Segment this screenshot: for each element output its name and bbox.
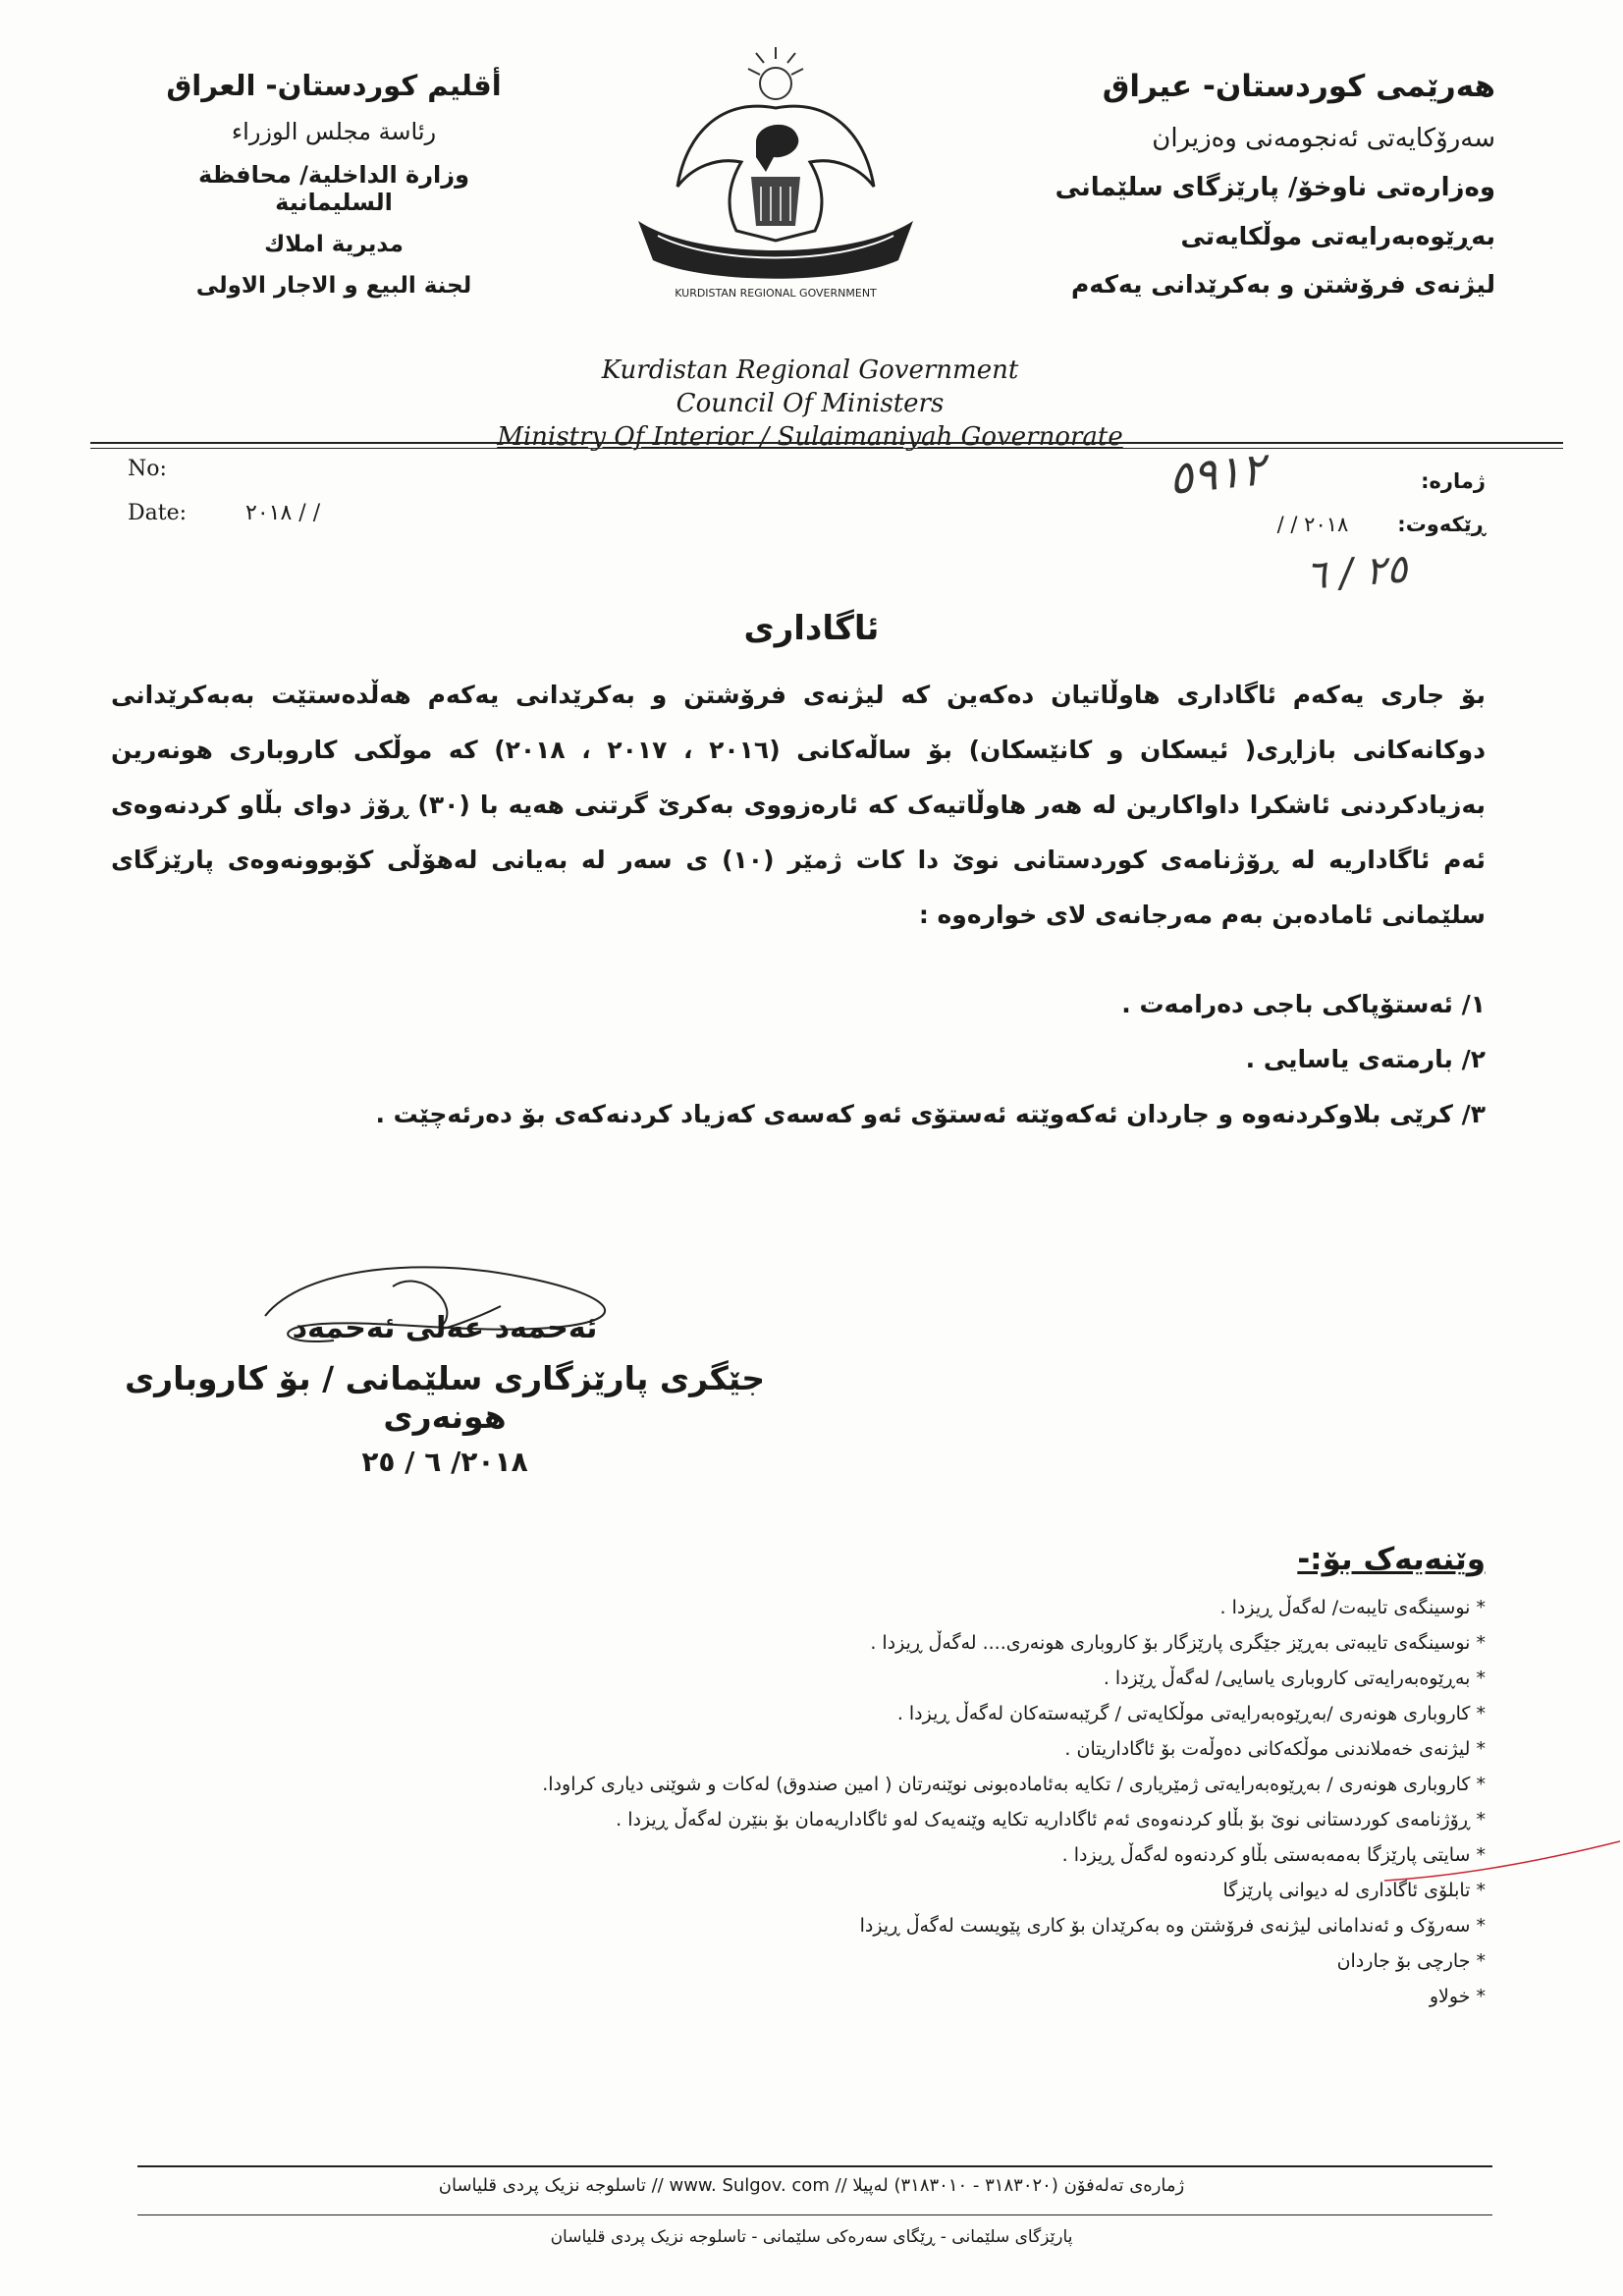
cc-item: * نوسینگەی تایبەت/ لەگەڵ ڕیزدا . [1219,1597,1486,1618]
eagle-emblem-icon [619,39,933,300]
cc-list [209,1542,1486,2021]
kurdish-date-value: ٢٠١٨ / / [1276,513,1349,536]
cc-item: * سایتی پارێزگا بەمەبەستی بڵاو کردنەوە لەگەڵ ڕیزدا . [1061,1844,1486,1866]
kurdish-header [887,69,1495,318]
condition-item: ٢/ بارمتەی یاسایی . [1245,1045,1486,1073]
handwritten-number: ٥٩١٢ [1165,441,1269,506]
signatory-position: جێگری پارێزگاری سلێمانی / بۆ کاروباری هونەری [124,1359,766,1436]
signature-block [101,1311,788,1478]
arabic-header-line-2: رئاسة مجلس الوزراء [231,118,437,145]
kurdish-date-label: ڕێکەوت: [1397,513,1486,536]
cc-item: * لیژنەی خەملاندنی موڵکەکانی دەوڵەت بۆ ئاگاداریتان . [1064,1738,1486,1760]
signature-date: ٢٠١٨/ ٦ / ٢٥ [361,1446,528,1478]
cc-item: * نوسینگەی تایبەتی بەڕێز جێگری پارێزگار بۆ کاروباری هونەری.... لەگەڵ ڕیزدا . [870,1632,1486,1654]
seal-text: KURDISTAN REGIONAL GOVERNMENT [675,287,877,300]
kurdish-header-line-4: بەڕێوەبەرایەتی موڵکایەتی [1180,222,1495,250]
kurdish-header-line-3: وەزارەتی ناوخۆ/ پارێزگای سلێمانی [1055,173,1495,202]
condition-item: ١/ ئەستۆپاکی باجی دەرامەت . [1121,990,1486,1018]
header-divider-2 [90,448,1563,449]
cc-item: * جارچی بۆ جاردان [1336,1950,1486,1972]
conditions-list [111,982,1486,1147]
kurdish-header-line-2: سەرۆکایەتی ئەنجومەنی وەزیران [1152,124,1495,153]
cc-item: * کاروباری هونەری /بەڕێوەبەرایەتی موڵکایەتی / گرێبەستەکان لەگەڵ ڕیزدا . [896,1703,1486,1724]
notice-title: ئاگاداری [743,609,880,648]
date-value: / / ٢٠١٨ [245,501,321,525]
kurdish-header-line-1: هەرێمی کوردستان- عیراق [1102,69,1495,104]
cc-item: * سەرۆک و ئەندامانی لیژنەی فرۆشتن وە بەکرێدان بۆ کاری پێویست لەگەڵ ڕیزدا [859,1915,1486,1937]
cc-item: * کاروباری هونەری / بەڕێوەبەرایەتی ژمێریاری / تکایە بەئامادەبونی نوێنەرتان ( امین صندوق) لەکات و شوێنی دیاری کراودا. [542,1774,1486,1795]
footer-divider-2 [137,2214,1492,2215]
english-header-line-1: Kurdistan Regional Government [601,355,1019,385]
signatory-name: ئەحمەد عەلی ئەحمەد [292,1311,598,1345]
arabic-header-line-1: أقليم كوردستان- العراق [166,69,502,102]
footer-divider [137,2165,1492,2167]
notice-body: بۆ جاری یەکەم ئاگاداری هاوڵاتیان دەکەین کە لیژنەی فرۆشتن و بەکرێدانی یەکەم هەڵدەستێت بەبەکرێدانی دوکانەکانی بازاڕی( ئیسکان و کانێسکان) بۆ ساڵەکانی (٢٠١٦ ، ٢٠١٧ ، ٢٠١٨) کە موڵکی کاروباری هونەرین بەزیادکردنی ئاشکرا داواکارین لە هەر هاوڵاتیەک کە ئارەزووی بەکرێ گرتنی هەیە با (٣٠) ڕۆژ دوای بڵاو کردنەوەی ئەم ئاگاداریە لە ڕۆژنامەی کوردستانی نوێ دا کات ژمێر (١٠) ی سەر لە بەیانی لەهۆڵی کۆبوونەوەی پارێزگای سلێمانی ئامادەبن بەم مەرجانەی لای خوارەوە : [111,681,1487,929]
arabic-header [137,69,530,314]
kurdish-header-line-5: لیژنەی فرۆشتن و بەکرێدانی یەکەم [1071,270,1495,299]
footer-address: پارێزگای سلێمانی - ڕێگای سەرەکی سلێمانی - تاسلوجە نزیک پردی قلیاسان [550,2227,1073,2247]
cc-item: * تابلۆی ئاگاداری لە دیوانی پارێزگا [1222,1880,1486,1901]
footer-contact: ژمارەی تەلەفۆن (٣١٨٣٠٢٠ - ٣١٨٣٠١٠) لەپیلا // www. Sulgov. com // تاسلوجە نزیک پردی قلیاسان [438,2175,1185,2196]
cc-title: وێنەیەک بۆ:- [1297,1542,1486,1577]
meta-left [128,457,320,525]
meta-right [1277,469,1486,536]
arabic-header-line-3: وزارة الداخلية/ محافظة السليمانية [197,161,469,216]
cc-item: * ڕۆژنامەی کوردستانی نوێ بۆ بڵاو کردنەوەی ئەم ئاگاداریە تکایە وێنەیەک لەو ئاگاداریەمان بۆ بنێرن لەگەڵ ڕیزدا . [616,1809,1486,1831]
government-emblem [619,39,933,300]
english-header-line-2: Council Of Ministers [676,389,945,418]
no-label: No: [128,457,167,481]
cc-item: * خولاو [1429,1986,1486,2007]
english-header [491,354,1129,454]
condition-item: ٣/ کرێی بلاوکردنەوە و جاردان ئەکەوێتە ئەستۆی ئەو کەسەی کەزیاد کردنەکەی بۆ دەرئەچێت . [375,1100,1486,1128]
arabic-header-line-4: مديرية املاك [264,232,404,257]
number-label: ژمارە: [1421,469,1486,493]
handwritten-date: ٢٥ / ٦ [1304,546,1409,599]
arabic-header-line-5: لجنة البيع و الاجار الاولى [195,273,472,299]
cc-item: * بەڕێوەبەرایەتی کاروباری یاسایی/ لەگەڵ ڕێزدا . [1103,1667,1486,1689]
english-header-line-3: Ministry Of Interior / Sulaimaniyah Governorate [497,422,1123,452]
pen-mark [1384,1836,1620,1895]
header-divider [90,442,1563,444]
date-label: Date: [128,501,188,525]
